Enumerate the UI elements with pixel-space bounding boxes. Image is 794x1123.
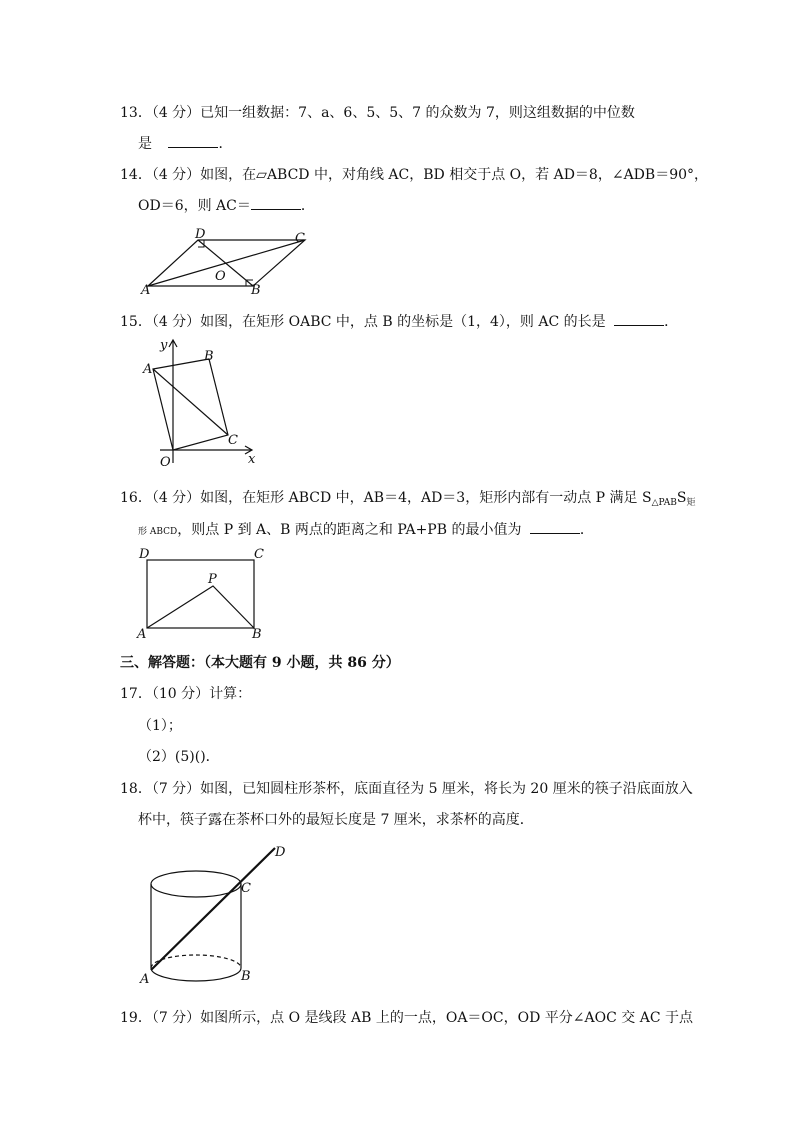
q18-label-d: D bbox=[275, 845, 286, 860]
q15-line1 bbox=[120, 311, 678, 332]
q16-line1-text: 16．（4 分）如图，在矩形 ABCD 中，AB＝4，AD＝3，矩形内部有一动点 P 满足 S bbox=[120, 490, 652, 506]
q14-label-b: B bbox=[251, 283, 261, 298]
q16-segments-pa-pb bbox=[147, 586, 254, 628]
q15-label-c: C bbox=[228, 433, 238, 448]
q18-label-a: A bbox=[140, 972, 150, 987]
q17-part2: （2）(5)()． bbox=[138, 749, 220, 765]
q13-line2-suffix: ． bbox=[218, 136, 233, 152]
q13-line2 bbox=[138, 133, 232, 154]
q16-line1 bbox=[120, 488, 695, 513]
q16-figure-rectangle bbox=[135, 545, 275, 645]
q14-line1: 14．（4 分）如图，在▱ABCD 中，对角线 AC，BD 相交于点 O，若 AD＝8，∠ADB＝90°， bbox=[120, 167, 709, 183]
q17-line1: 17．（10 分）计算： bbox=[120, 686, 252, 702]
q14-line2 bbox=[138, 195, 315, 216]
q16-line2 bbox=[138, 519, 594, 542]
q13-line1: 13．（4 分）已知一组数据：7、a、6、5、5、7 的众数为 7，则这组数据的中位数 bbox=[120, 105, 635, 121]
q16-answer-blank[interactable] bbox=[530, 519, 580, 534]
q18-line1: 18．（7 分）如图，已知圆柱形茶杯，底面直径为 5 厘米，将长为 20 厘米的筷子沿底面放入 bbox=[120, 781, 693, 797]
q18-label-b: B bbox=[241, 969, 251, 984]
q16-line1-sub: △PAB bbox=[651, 498, 677, 508]
q15-figure-coordinate bbox=[140, 335, 270, 470]
q14-answer-blank[interactable] bbox=[251, 195, 301, 210]
q18-chopstick bbox=[151, 848, 275, 970]
q15-label-x: x bbox=[248, 452, 256, 467]
q16-line1-s2: S bbox=[676, 490, 687, 506]
q18-cylinder-top bbox=[151, 871, 241, 897]
q14-figure-parallelogram bbox=[135, 228, 315, 300]
q15-segment-ac bbox=[153, 369, 228, 435]
q13-answer-blank[interactable] bbox=[168, 133, 218, 148]
q14-label-c: C bbox=[295, 231, 305, 246]
q15-line1-suffix: ． bbox=[664, 314, 679, 330]
q15-answer-blank[interactable] bbox=[614, 311, 664, 326]
q16-label-a: A bbox=[137, 627, 147, 642]
q14-label-a: A bbox=[141, 283, 151, 298]
q14-diagonal-ac bbox=[148, 240, 305, 286]
q18-label-c: C bbox=[241, 881, 251, 896]
q18-cylinder-bottom-front bbox=[151, 968, 241, 981]
q14-label-d: D bbox=[195, 227, 206, 242]
q16-line1-sub2: 矩 bbox=[686, 498, 696, 508]
q14-line2-prefix: OD＝6，则 AC＝ bbox=[138, 198, 251, 214]
q14-line2-suffix: ． bbox=[300, 198, 315, 214]
q15-line1-prefix: 15．（4 分）如图，在矩形 OABC 中，点 B 的坐标是（1，4），则 AC 的长是 bbox=[120, 314, 606, 330]
q17-part1: （1）； bbox=[138, 718, 182, 734]
q18-figure-cylinder bbox=[135, 840, 295, 990]
q15-label-b: B bbox=[204, 349, 214, 364]
q15-label-o: O bbox=[160, 455, 171, 470]
q15-label-a: A bbox=[143, 362, 153, 377]
q15-rectangle bbox=[153, 359, 228, 450]
q16-line2-text: ，则点 P 到 A、B 两点的距离之和 PA+PB 的最小值为 bbox=[177, 522, 522, 538]
q16-label-p: P bbox=[208, 572, 217, 587]
q13-line2-prefix: 是 bbox=[138, 136, 152, 152]
q16-label-b: B bbox=[252, 627, 262, 642]
q16-line2-sub: 形 ABCD bbox=[138, 527, 178, 537]
q15-label-y: y bbox=[160, 338, 168, 353]
q16-label-d: D bbox=[139, 547, 150, 562]
q16-line2-suffix: ． bbox=[579, 522, 594, 538]
q19-line1: 19．（7 分）如图所示，点 O 是线段 AB 上的一点，OA＝OC，OD 平分∠AOC 交 AC 于点 bbox=[120, 1010, 693, 1026]
section-heading: 三、解答题：（本大题有 9 小题，共 86 分） bbox=[120, 655, 400, 671]
q16-label-c: C bbox=[254, 547, 264, 562]
q14-label-o: O bbox=[215, 269, 226, 284]
q18-line2: 杯中，筷子露在茶杯口外的最短长度是 7 厘米，求茶杯的高度． bbox=[138, 812, 534, 828]
